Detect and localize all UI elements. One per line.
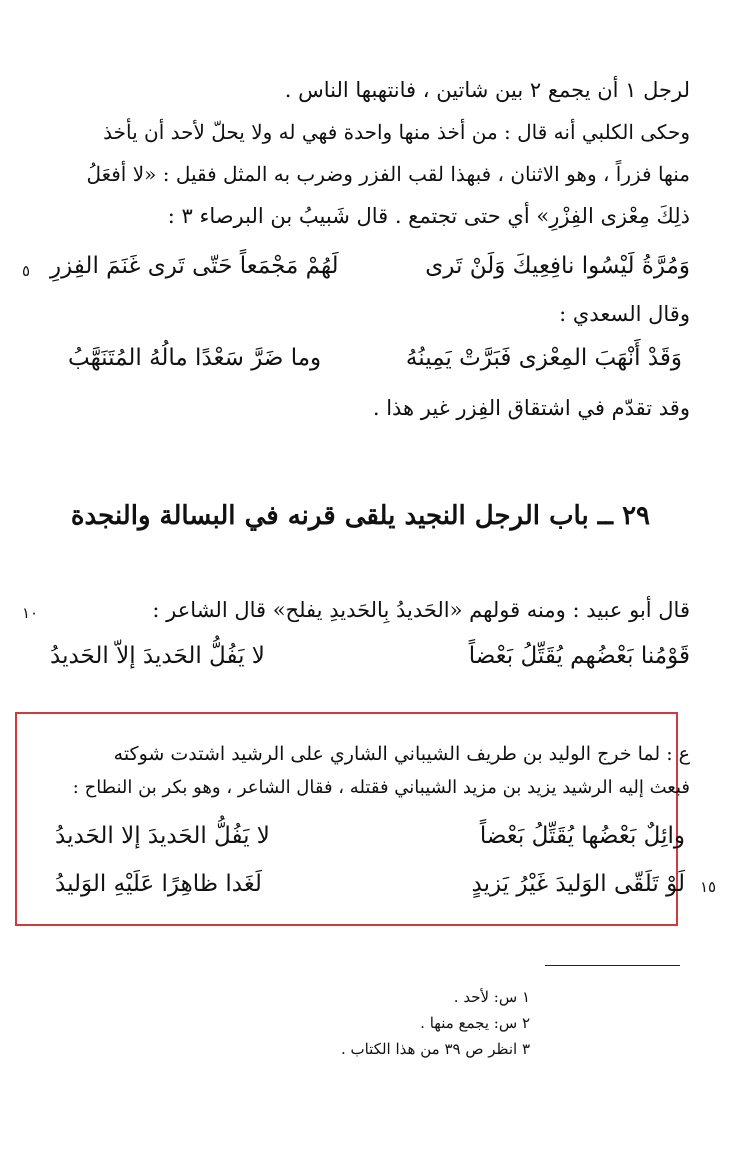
verse-right-hemistich: قَوْمُنا بَعْضُهم يُقَتِّلُ بَعْضاً — [468, 643, 690, 669]
chapter-heading: ٢٩ ــ باب الرجل النجيد يلقى قرنه في البسالة والنجدة — [70, 501, 650, 531]
paragraph-line-2: وحكى الكلبي أنه قال : من أخذ منها واحدة فهي له ولا يحلّ لأحد أن يأخذ — [103, 120, 690, 144]
paragraph-line-1: لرجل ١ أن يجمع ٢ بين شاتين ، فانتهبها الناس . — [284, 78, 690, 102]
boxed-line-1: ع : لما خرج الوليد بن طريف الشيباني الشاري على الرشيد اشتدت شوكته — [113, 743, 690, 765]
verse-qawmuna — [50, 638, 690, 674]
verse-left-hemistich: لا يَفُلُّ الحَديدَ إلا الحَديدُ — [55, 823, 270, 849]
verse-right-hemistich: وَقَدْ أَنْهَبَ المِعْزى فَبَرَّتْ يَمِينُهُ — [405, 345, 682, 371]
footnote-2: ٢ س: يجمع منها . — [420, 1014, 530, 1032]
verse-saadi — [50, 340, 690, 376]
line-number: ١٥ — [700, 878, 717, 896]
boxed-verse-b — [55, 866, 685, 902]
boxed-verse-a — [55, 818, 685, 854]
boxed-line-2: فبعث إليه الرشيد يزيد بن مزيد الشيباني فقتله ، فقال الشاعر ، وهو بكر بن النطاح : — [72, 777, 690, 798]
footnote-3: ٣ انظر ص ٣٩ من هذا الكتاب . — [340, 1040, 530, 1058]
verse-right-hemistich: لَوْ تَلَقّى الوَليدَ غَيْرُ يَزيدٍ — [471, 871, 685, 897]
line-number: ٥ — [22, 262, 31, 280]
abu-ubayd-line: قال أبو عبيد : ومنه قولهم «الحَديدُ بِالحَديدِ يفلح» قال الشاعر : — [152, 598, 690, 622]
verse-left-hemistich: لَغَدا ظاهِرًا عَلَيْهِ الوَليدُ — [55, 871, 262, 897]
verse-left-hemistich: وما ضَرَّ سَعْدًا مالُهُ المُتَنَهَّبُ — [68, 345, 322, 371]
intro-saadi: وقال السعدي : — [559, 302, 690, 326]
verse-left-hemistich: لا يَفُلُّ الحَديدَ إلاّ الحَديدُ — [50, 643, 265, 669]
line-number: ١٠ — [22, 604, 39, 622]
verse-left-hemistich: لَهُمْ مَجْمَعاً حَتّى تَرى غَنَمَ الفِزرِ — [50, 253, 339, 279]
paragraph-line-4: ذلِكَ مِعْزى الفِزْرِ» أي حتى تجتمع . قال شَبيبُ بن البرصاء ٣ : — [167, 204, 690, 228]
closing-line: وقد تقدّم في اشتقاق الفِزر غير هذا . — [372, 396, 690, 420]
footnote-1: ١ س: لأحد . — [453, 988, 530, 1006]
verse-shabib — [50, 248, 690, 284]
paragraph-line-3: منها فزراً ، وهو الاثنان ، فبهذا لقب الفزر وضرب به المثل فقيل : «لا أفعَلُ — [86, 162, 690, 186]
verse-right-hemistich: وَمُرَّةُ لَيْسُوا نافِعِيكَ وَلَنْ تَرى — [425, 253, 690, 279]
footnote-rule — [545, 965, 680, 966]
verse-right-hemistich: وائِلٌ بَعْضُها يُقَتِّلُ بَعْضاً — [479, 823, 685, 849]
